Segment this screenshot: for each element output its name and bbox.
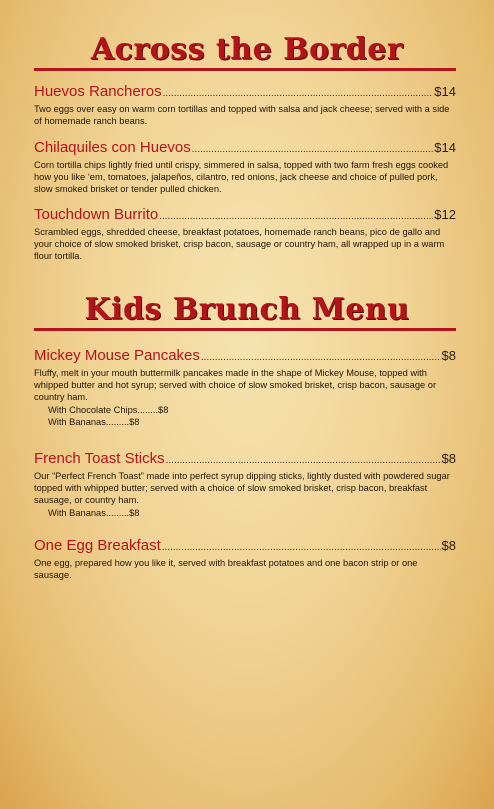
item-name: Huevos Rancheros (34, 83, 162, 100)
menu-item-touchdown-burrito (34, 206, 456, 263)
section-title-across-the-border: Across the Border (90, 32, 404, 67)
addon-option: With Bananas.........$8 (48, 507, 140, 518)
item-description: Scrambled eggs, shredded cheese, breakfast potatoes, homemade ranch beans, pico de gallo and your choice of slow smoked brisket, crisp bacon, sausage or country ham, all wrapped up in a warm flour tortilla. (34, 227, 445, 262)
item-price: $8 (441, 451, 456, 466)
section-divider (34, 328, 456, 331)
item-description: Our “Perfect French Toast” made into perfect syrup dipping sticks, lightly dusted with powdered sugar topped with whipped butter; served with a choice of slow smoked brisket, crisp bacon, breakfast sausage, or country ham. (34, 471, 450, 506)
item-price: $14 (434, 140, 456, 155)
dot-leader (163, 85, 434, 102)
dot-leader (166, 452, 441, 469)
section-title-kids-brunch-menu: Kids Brunch Menu (84, 292, 410, 327)
item-description: Fluffy, melt in your mouth buttermilk pancakes made in the shape of Mickey Mouse, topped with whipped butter and hot syrup; served with choice of slow smoked brisket, crisp bacon, sausage or country ham. (34, 368, 437, 403)
dot-leader (201, 349, 441, 366)
item-description: One egg, prepared how you like it, served with breakfast potatoes and one bacon strip or one sausage. (34, 558, 418, 581)
dot-leader (159, 208, 433, 225)
item-name: Touchdown Burrito (34, 206, 159, 223)
menu-item-chilaquiles (34, 139, 456, 196)
item-description: Two eggs over easy on warm corn tortillas and topped with salsa and jack cheese; served with a side of homemade ranch beans. (34, 104, 450, 127)
dot-leader (162, 539, 441, 556)
dot-leader (192, 141, 434, 158)
item-name: Chilaquiles con Huevos (34, 139, 191, 156)
item-name: One Egg Breakfast (34, 537, 161, 554)
menu-item-one-egg-breakfast (34, 537, 456, 581)
menu-item-french-toast-sticks (34, 450, 456, 519)
addon-option: With Bananas.........$8 (48, 416, 140, 427)
item-name: French Toast Sticks (34, 450, 165, 467)
section-divider (34, 68, 456, 71)
item-price: $12 (434, 207, 456, 222)
item-description: Corn tortilla chips lightly fried until crispy, simmered in salsa, topped with two farm fresh eggs cooked how you like ‘em, tomatoes, jalapeños, cilantro, red onions, jack cheese and choice of pulled pork, slow smoked brisket or tender pulled chicken. (34, 160, 449, 195)
item-price: $14 (434, 84, 456, 99)
menu-item-mickey-mouse-pancakes (34, 347, 456, 428)
addon-option: With Chocolate Chips........$8 (48, 404, 169, 415)
item-name: Mickey Mouse Pancakes (34, 347, 200, 364)
item-price: $8 (441, 538, 456, 553)
item-price: $8 (441, 348, 456, 363)
menu-item-huevos-rancheros (34, 83, 456, 127)
